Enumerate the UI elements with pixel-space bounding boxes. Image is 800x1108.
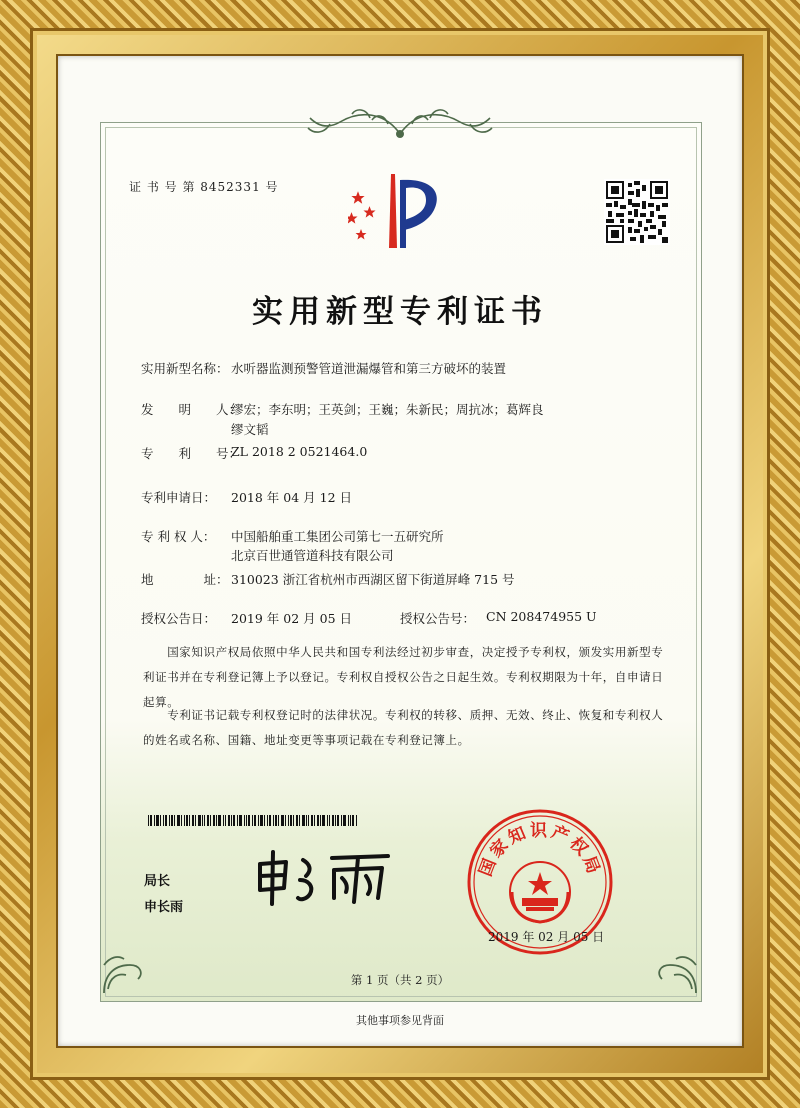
director-title: 局长: [144, 874, 171, 889]
corner-ornament-icon: [648, 945, 700, 997]
barcode-icon: [148, 815, 360, 826]
certificate-title: 实用新型专利证书: [252, 294, 548, 330]
patentee-label: 专 利 权 人：: [141, 529, 216, 544]
grant-date-value: 2019 年 02 月 05 日: [231, 611, 352, 626]
inventors-value-line2: 缪文韬: [231, 422, 269, 437]
inventor-label: 发 明 人：: [141, 402, 242, 417]
patent-number-label: 专 利 号：: [141, 446, 242, 461]
certificate-number: 证 书 号 第 8452331 号: [129, 180, 279, 194]
legal-paragraph-1: 国家知识产权局依照中华人民共和国专利法经过初步审查，决定授予专利权，颁发实用新型专利证书并在专利登记簿上予以登记。专利权自授权公告之日起生效。专利权期限为十年，自申请日起算。: [143, 645, 664, 709]
director-name: 申长雨: [144, 900, 184, 915]
filing-date-label: 专利申请日：: [141, 490, 217, 505]
grant-number-value: CN 208474955 U: [486, 609, 597, 624]
grant-date-label: 授权公告日：: [141, 611, 217, 626]
utility-name-label: 实用新型名称：: [141, 361, 229, 376]
back-note: 其他事项参见背面: [356, 1014, 444, 1027]
corner-ornament-icon: [100, 945, 152, 997]
signature-icon: [248, 846, 398, 908]
filing-date-value: 2018 年 04 月 12 日: [231, 490, 352, 505]
seal-text: 国家知识产权局: [475, 821, 605, 880]
page-number: 第 1 页（共 2 页）: [350, 973, 450, 987]
patent-number-value: ZL 2018 2 0521464.0: [231, 444, 368, 459]
address-label: 地 址：: [141, 572, 229, 587]
grant-number-label: 授权公告号：: [400, 611, 476, 626]
patentee-value-line1: 中国船舶重工集团公司第七一五研究所: [231, 529, 444, 544]
inventors-value-line1: 缪宏；李东明；王英剑；王巍；朱新民；周抗冰；葛辉良: [231, 402, 544, 417]
address-value: 310023 浙江省杭州市西湖区留下街道屏峰 715 号: [231, 572, 515, 587]
seal-date: 2019 年 02 月 05 日: [488, 930, 605, 944]
qr-code-icon: [604, 179, 670, 245]
utility-name-value: 水听器监测预警管道泄漏爆管和第三方破坏的装置: [231, 361, 507, 376]
top-ornament-icon: [300, 104, 500, 144]
legal-paragraph-2: 专利证书记载专利权登记时的法律状况。专利权的转移、质押、无效、终止、恢复和专利权人的姓名或名称、国籍、地址变更等事项记载在专利登记簿上。: [143, 708, 664, 747]
svg-text:国家知识产权局: [476, 821, 604, 879]
patentee-value-line2: 北京百世通管道科技有限公司: [231, 548, 394, 563]
cnipa-logo-icon: [348, 172, 448, 250]
